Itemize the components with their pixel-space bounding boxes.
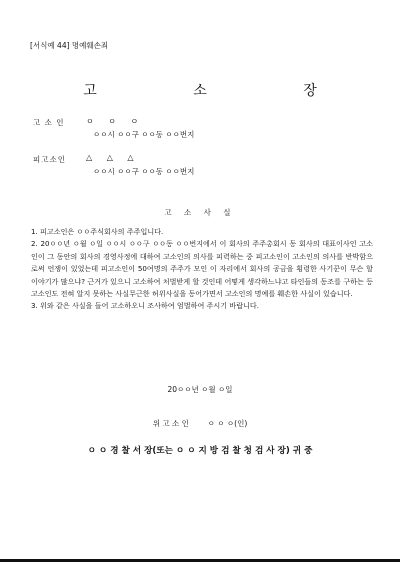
facts-heading: 고 소 사 실: [164, 208, 236, 217]
form-label: [서식예 44] 명예훼손죄: [30, 41, 109, 50]
fact-paragraph: 2. 20ㅇㅇ년 ㅇ월 ㅇ일 ㅇㅇ시 ㅇㅇ구 ㅇㅇ동 ㅇㅇ번지에서 이 회사의 주주총회시 동 회사의 대표이사인 고소인이 그 동안의 회사의 경영사정에 대하여 고소인의 의사를 피력하는 중 피고소인이 고소인의 의사를 반박함으로써 언쟁이 있었는데 피고소인이 50여명의 주주가 모인 이 자리에서 회사의 공금을 횡령한 사기꾼이 무슨 할 이야기가 많으냐? 근거가 있으니 고소하여 처벌받게 할 것인데 어떻게 생각하느냐고 타인들의 동조를 구하는 등 고소인도 전혀 알지 못하는 사실무근한 허위사실을 동어가면서 고소인의 명예를 훼손한 사실이 있습니다.: [31, 239, 373, 299]
complainant-address: ㅇㅇ시 ㅇㅇ구 ㅇㅇ동 ㅇㅇ번지: [93, 130, 195, 139]
accused-address: ㅇㅇ시 ㅇㅇ구 ㅇㅇ동 ㅇㅇ번지: [93, 167, 195, 176]
complainant-label: 고 소 인: [33, 118, 65, 127]
fact-paragraph: 1. 피고소인은 ㅇㅇ주식회사의 주주입니다.: [31, 227, 164, 236]
signature-label: 위 고 소 인: [152, 419, 189, 428]
fact-paragraph: 3. 위와 같은 사실을 들어 고소하오니 조사하여 엄벌하여 주시기 바랍니다.: [31, 301, 260, 311]
filing-date: 20ㅇㅇ년 ㅇ월 ㅇ일: [167, 385, 233, 394]
addressee: ㅇ ㅇ 경 찰 서 장(또는 ㅇ ㅇ 지 방 검 찰 청 검 사 장) 귀 중: [87, 446, 313, 456]
bottom-rule: [0, 559, 400, 562]
accused-label: 피고소인: [33, 155, 66, 164]
signature-name: ㅇ ㅇ ㅇ(인): [207, 419, 248, 428]
complainant-name: ㅇ ㅇ ㅇ: [86, 117, 145, 126]
signature-line: [0, 418, 400, 429]
accused-name: △ △ △: [86, 153, 140, 162]
document-title: 고 소 장: [83, 83, 363, 99]
facts-body: [31, 226, 373, 313]
